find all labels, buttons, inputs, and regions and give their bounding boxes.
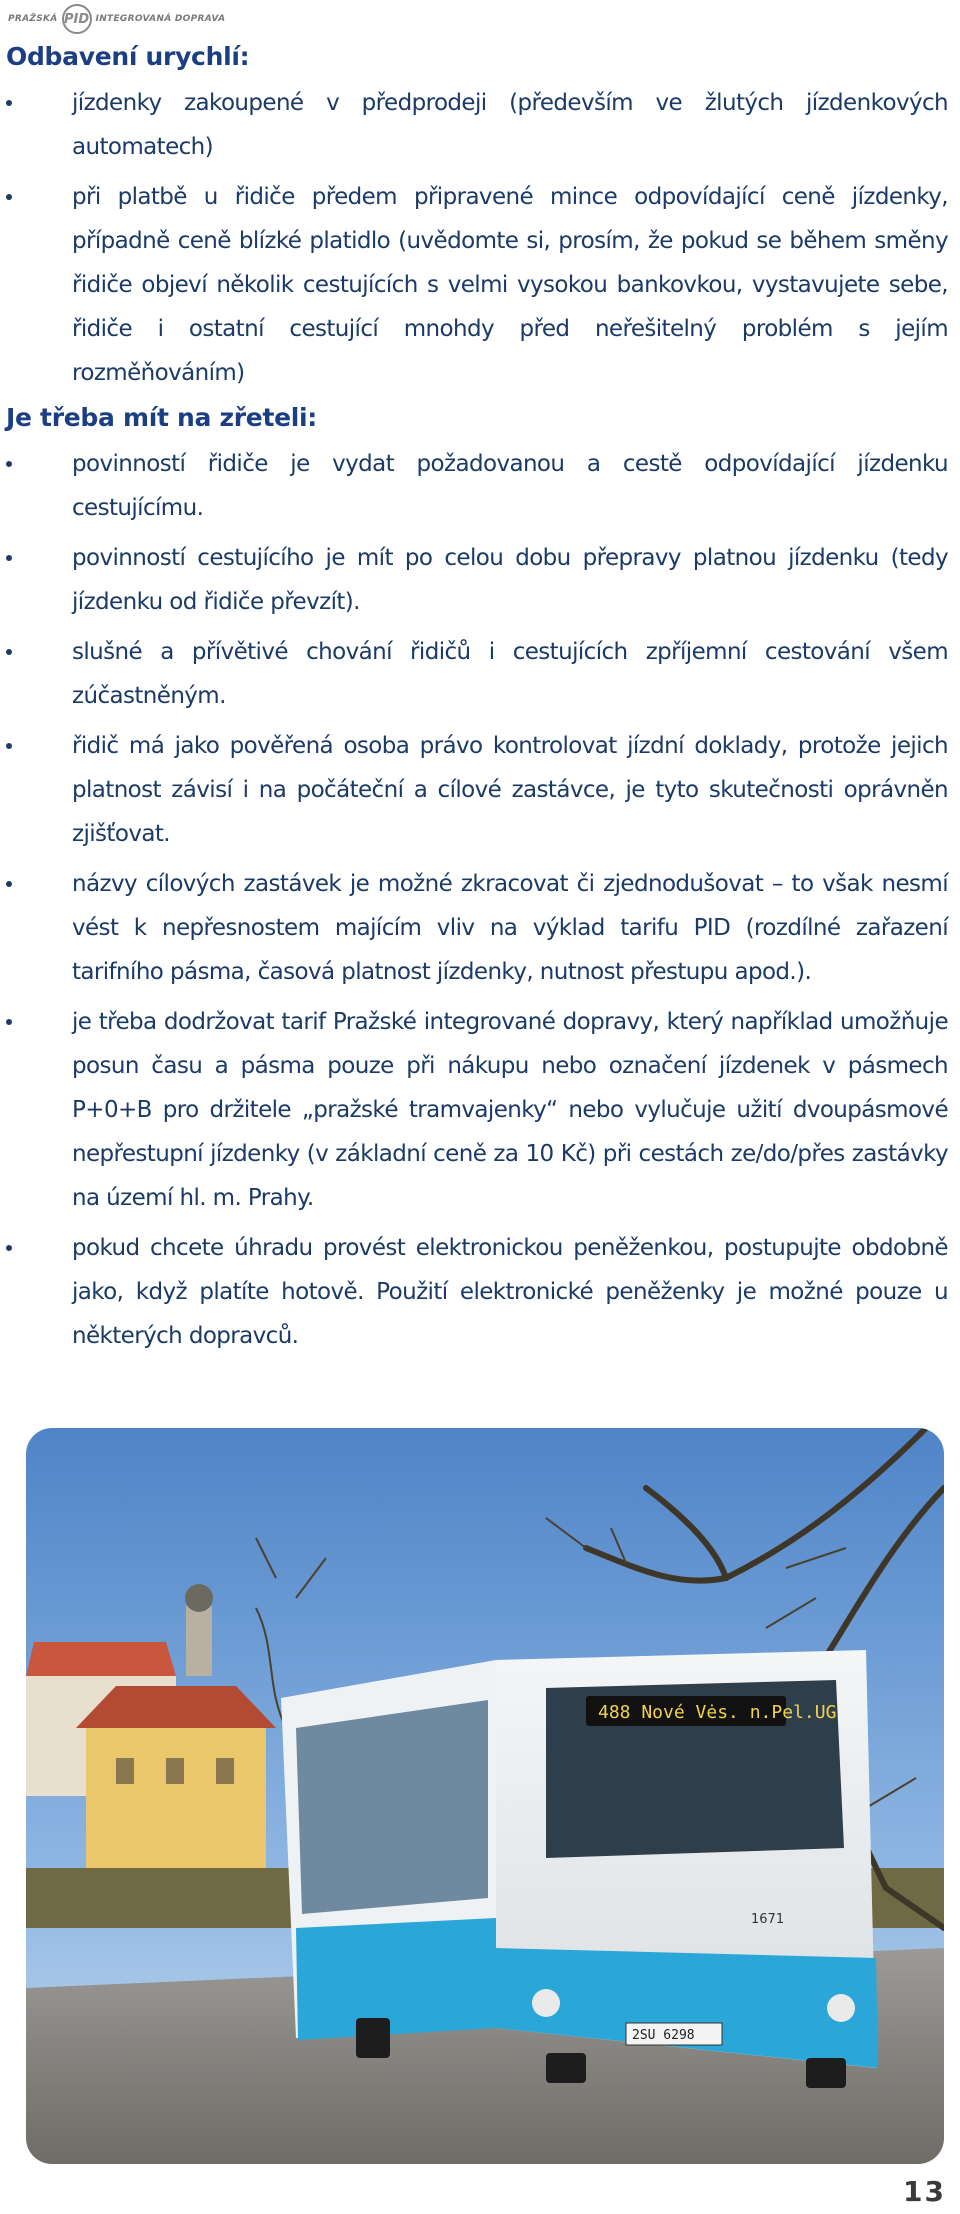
page-number: 13 (903, 2175, 946, 2208)
list-item: jízdenky zakoupené v předprodeji (především ve žlutých jízdenkových automatech) (0, 81, 960, 169)
bullet-icon (6, 649, 12, 655)
bullet-icon (6, 100, 12, 106)
list-item: pokud chcete úhradu provést elektronickou peněženkou, postupujte obdobně jako, když platíte hotově. Použití elektronické peněženky je možné pouze u některých dopravců. (0, 1226, 960, 1358)
bullet-icon (6, 1245, 12, 1251)
bullet-icon (6, 461, 12, 467)
list-item: povinností cestujícího je mít po celou dobu přepravy platnou jízdenku (tedy jízdenku od řidiče převzít). (0, 536, 960, 624)
bus-license-plate: 2SU 6298 (632, 2028, 695, 2043)
bus-photo (26, 1428, 944, 2164)
section-heading-zreteli: Je třeba mít na zřeteli: (6, 403, 317, 432)
list-item: slušné a přívětivé chování řidičů i cestujících zpříjemní cestování všem zúčastněným. (0, 630, 960, 718)
bullet-icon (6, 555, 12, 561)
bullet-icon (6, 194, 12, 200)
bullet-list-odbaveni (0, 81, 960, 395)
list-item: je třeba dodržovat tarif Pražské integrované dopravy, který například umožňuje posun času a pásma pouze při nákupu nebo označení jízdenek v pásmech P+0+B pro držitele „pražské tramvajenky“ nebo vylučuje užití dvoupásmové nepřestupní jízdenky (v základní ceně za 10 Kč) při cestách ze/do/přes zastávky na území hl. m. Prahy. (0, 1000, 960, 1220)
list-item: povinností řidiče je vydat požadovanou a cestě odpovídající jízdenku cestujícímu. (0, 442, 960, 530)
bus-fleet-number: 1671 (751, 1912, 785, 1927)
section-heading-odbaveni: Odbavení urychlí: (6, 42, 250, 71)
pid-logo-icon: PID (62, 4, 92, 34)
bus-destination-sign: 488 Nové Vės. n.Pel.UG (598, 1702, 837, 1723)
bullet-icon (6, 881, 12, 887)
brand-right-text: INTEGROVANÁ DOPRAVA (95, 14, 226, 24)
brand-left-text: PRAŽSKÁ (8, 14, 58, 24)
bullet-list-zreteli (0, 442, 960, 1358)
pid-header-logo (8, 4, 225, 34)
list-item: řidič má jako pověřená osoba právo kontrolovat jízdní doklady, protože jejich platnost závisí i na počáteční a cílové zastávce, je tyto skutečnosti oprávněn zjišťovat. (0, 724, 960, 856)
bus (281, 1650, 878, 2088)
list-item: při platbě u řidiče předem připravené mince odpovídající ceně jízdenky, případně ceně blízké platidlo (uvědomte si, prosím, že pokud se během směny řidiče objeví několik cestujících s velmi vysokou bankovkou, vystavujete sebe, řidiče i ostatní cestující mnohdy před neřešitelný problém s jejím rozměňováním) (0, 175, 960, 395)
bullet-icon (6, 743, 12, 749)
bus-photo-illustration (26, 1428, 944, 2164)
bullet-icon (6, 1019, 12, 1025)
list-item: názvy cílových zastávek je možné zkracovat či zjednodušovat – to však nesmí vést k nepřesnostem majícím vliv na výklad tarifu PID (rozdílné zařazení tarifního pásma, časová platnost jízdenky, nutnost přestupu apod.). (0, 862, 960, 994)
page-content (0, 36, 960, 1364)
